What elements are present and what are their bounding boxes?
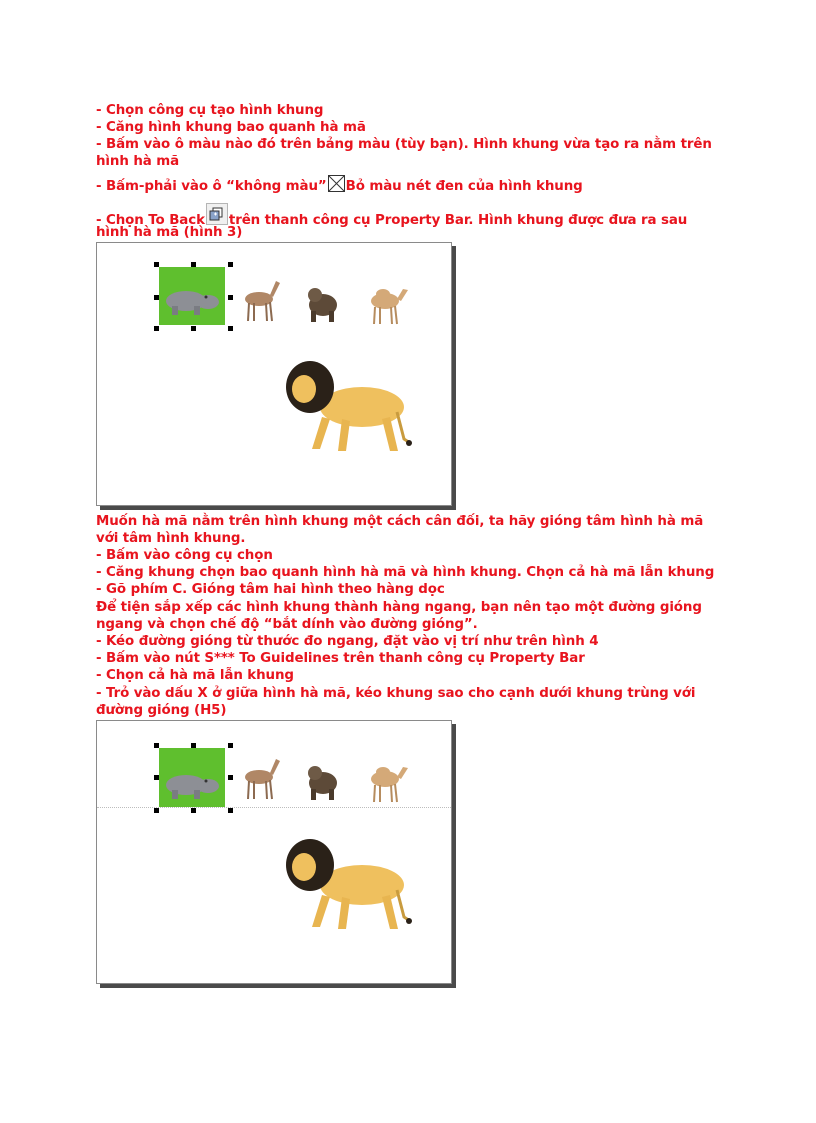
no-color-swatch-icon — [328, 175, 345, 197]
deer-icon — [242, 275, 282, 323]
instruction-line: Để tiện sắp xếp các hình khung thành hàng ngang, bạn nên tạo một đường gióng — [96, 600, 702, 615]
horizontal-guideline — [97, 807, 451, 808]
selection-handle — [228, 262, 233, 267]
camel-icon — [365, 283, 409, 325]
instruction-line: - Trỏ vào dấu X ở giữa hình hà mã, kéo khung sao cho cạnh dưới khung trùng với — [96, 686, 696, 701]
instruction-line: - Bấm vào công cụ chọn — [96, 548, 273, 563]
selection-handle — [228, 295, 233, 300]
instruction-line: - Căng hình khung bao quanh hà mã — [96, 120, 366, 135]
instruction-text: - Chọn To Back — [96, 213, 205, 228]
instruction-line: hình hà mã (hình 3) — [96, 225, 243, 240]
figure-5 — [96, 720, 452, 984]
instruction-line: ngang và chọn chế độ “bắt dính vào đường gióng”. — [96, 617, 478, 632]
hippo-icon — [164, 287, 220, 317]
deer-icon — [242, 753, 282, 801]
instruction-line: đường gióng (H5) — [96, 703, 227, 718]
baboon-icon — [305, 763, 341, 801]
selection-handle — [191, 808, 196, 813]
instruction-line: - Gõ phím C. Gióng tâm hai hình theo hàng dọc — [96, 582, 445, 597]
instruction-line: - Bấm vào ô màu nào đó trên bảng màu (tùy bạn). Hình khung vừa tạo ra nằm trên — [96, 137, 712, 152]
selection-handle — [228, 775, 233, 780]
instruction-line: - Chọn cả hà mã lẫn khung — [96, 668, 294, 683]
instruction-text: - Bấm-phải vào ô “không màu” — [96, 179, 327, 194]
instruction-line: - Chọn công cụ tạo hình khung — [96, 103, 324, 118]
selection-handle — [154, 808, 159, 813]
instruction-line: với tâm hình khung. — [96, 531, 246, 546]
instruction-line: - Kéo đường gióng từ thước đo ngang, đặt vào vị trí như trên hình 4 — [96, 634, 599, 649]
instruction-text: trên thanh công cụ Property Bar. Hình khung được đưa ra sau — [228, 213, 688, 228]
instruction-line-no-color — [96, 175, 736, 197]
selection-handle — [154, 326, 159, 331]
hippo-icon — [164, 771, 220, 801]
instruction-text: Bỏ màu nét đen của hình khung — [345, 179, 583, 194]
lion-icon — [282, 835, 412, 935]
instruction-line: Muốn hà mã nằm trên hình khung một cách cân đối, ta hãy gióng tâm hình hà mã — [96, 514, 704, 529]
selection-handle — [228, 808, 233, 813]
selection-handle — [228, 743, 233, 748]
instruction-line: - Bấm vào nút S*** To Guidelines trên thanh công cụ Property Bar — [96, 651, 585, 666]
selection-handle — [228, 326, 233, 331]
camel-icon — [365, 761, 409, 803]
figure-3 — [96, 242, 452, 506]
instruction-line: hình hà mã — [96, 154, 180, 169]
baboon-icon — [305, 285, 341, 323]
lion-icon — [282, 357, 412, 457]
instruction-line: - Căng khung chọn bao quanh hình hà mã và hình khung. Chọn cả hà mã lẫn khung — [96, 565, 715, 580]
selection-handle — [191, 326, 196, 331]
